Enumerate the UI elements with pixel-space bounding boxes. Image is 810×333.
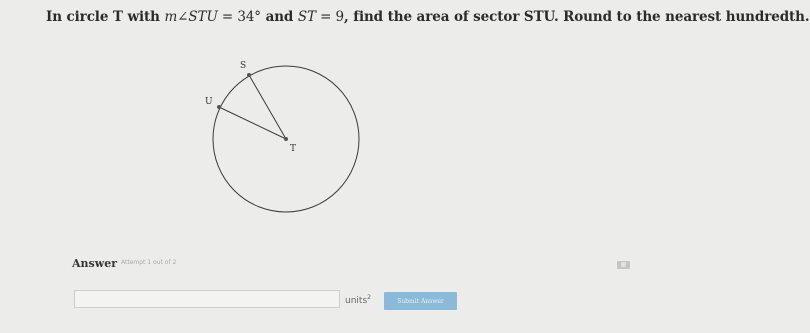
units-text: units — [345, 296, 368, 306]
angle-value: = 34° — [217, 9, 261, 25]
label-u: U — [205, 97, 213, 107]
units-exponent: 2 — [367, 294, 371, 301]
units-label — [345, 294, 371, 306]
question-prefix: In circle T with — [46, 9, 165, 25]
angle-expression: m∠STU — [164, 9, 218, 25]
answer-input[interactable] — [74, 290, 340, 308]
question-suffix: , find the area of sector STU. Round to the nearest hundredth. — [344, 9, 810, 25]
point-s — [247, 73, 251, 77]
calculator-icon[interactable]: ▦ — [617, 261, 630, 269]
attempt-counter: Attempt 1 out of 2 — [121, 259, 177, 266]
question-mid: and — [260, 9, 298, 25]
answer-label: Answer — [72, 257, 117, 270]
label-t: T — [290, 144, 297, 154]
segment-expression: ST — [297, 9, 316, 25]
point-t — [284, 137, 288, 141]
segment-ts — [249, 75, 286, 139]
label-s: S — [240, 61, 247, 71]
segment-value: = 9 — [315, 9, 345, 25]
submit-answer-button[interactable]: Submit Answer — [384, 292, 457, 310]
point-u — [217, 105, 221, 109]
segment-tu — [219, 107, 286, 139]
